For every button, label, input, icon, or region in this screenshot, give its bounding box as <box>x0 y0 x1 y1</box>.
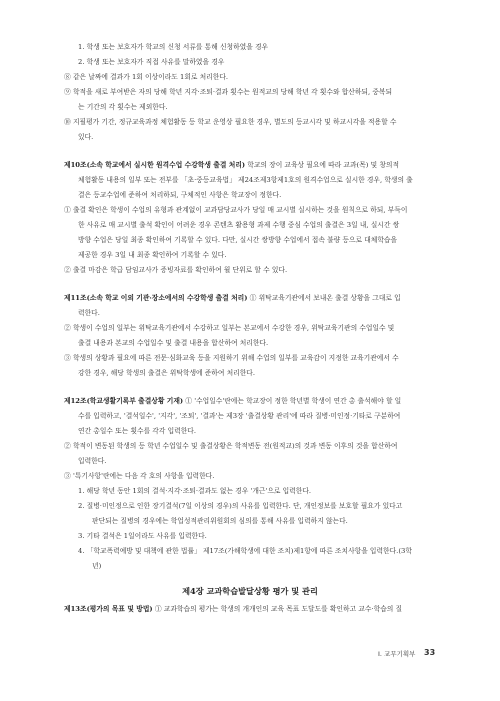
article-12-title: 제12조(학교생활기록부 출결상황 기재) <box>64 397 184 405</box>
paragraph-line: 한 사유로 매 교시별 출석 확인이 어려운 경우 콘텐츠 활용형 과제 수행 중심 수업의 출결은 3일 내, 실시간 쌍 <box>78 221 400 229</box>
paragraph-line: 있다. <box>78 133 94 141</box>
paragraph-line: 수를 입력하고, '결석일수', '지각', '조퇴', '결과'는 제3장 '출결상황 관리'에 따라 질병·미인정·기타로 구분하여 <box>78 412 401 420</box>
article-10-text: 학교의 장이 교육상 필요에 따라 교과(목) 및 창의적 <box>245 161 400 169</box>
paragraph-line: ③ 학생의 상황과 필요에 따른 전문·심화교육 등을 지원하기 위해 수업의 일부를 교육감이 지정한 교육기관에서 수 <box>64 354 399 362</box>
paragraph-line: 결은 등교수업에 준하여 처리하되, 구체적인 사항은 학교장이 정한다. <box>78 191 282 199</box>
paragraph-line: ② 학적이 변동된 학생의 등 학년 수업일수 및 출결상황은 학적변동 전(원적교)의 것과 변동 이후의 것을 합산하여 <box>64 442 398 450</box>
paragraph-line: ② 출결 마감은 학급 담임교사가 증빙자료를 확인하여 월 단위로 할 수 있다. <box>64 266 288 274</box>
paragraph-line: 2. 학생 또는 보호자가 직접 사유를 말하였을 경우 <box>78 58 225 66</box>
paragraph-line: ⑧ 같은 날짜에 결과가 1회 이상이라도 1회로 처리한다. <box>64 73 229 81</box>
paragraph-line: 방향 수업은 당일 최종 확인하여 기록할 수 있다. 다만, 실시간 쌍방향 수업에서 접속 불량 등으로 대체학습을 <box>78 236 398 244</box>
paragraph-line: ⑨ 학적을 새로 부여받은 자의 당해 학년 지각·조퇴·결과 횟수는 원적교의 당해 학년 각 횟수와 합산하되, 중복되 <box>64 88 393 96</box>
paragraph-line: 출결 내용과 본교의 수업일수 및 출결 내용을 합산하여 처리한다. <box>78 339 269 347</box>
paragraph-line: 2. 질병·미인정으로 인한 장기결석(7일 이상의 경우)의 사유를 입력한다. 단, 개인정보를 보호할 필요가 있다고 <box>78 502 403 510</box>
paragraph-line: 체험활동 내용의 일부 또는 전부를 「초·중등교육법」 제24조제3항제1호의 원격수업으로 실시한 경우, 학생의 출 <box>78 176 413 184</box>
article-13-text: ① 교과학습의 평가는 학생의 개개인의 교육 목표 도달도를 확인하고 교수·학습의 질 <box>152 605 403 613</box>
article-10-title: 제10조(소속 학교에서 실시한 원격수업 수강학생 출결 처리) <box>64 161 246 169</box>
paragraph-line: 강한 경우, 해당 학생의 출결은 위탁학생에 준하여 처리한다. <box>78 369 256 377</box>
chapter-heading: 제4장 교과학습발달상황 평가 및 관리 <box>182 586 318 596</box>
page-footer <box>0 649 500 663</box>
paragraph-line: 판단되는 질병의 경우에는 학업성적관리위원회의 심의를 통해 사유를 입력하지 않는다. <box>92 517 348 525</box>
page-number: 33 <box>424 648 436 657</box>
paragraph-line: 년) <box>92 562 102 570</box>
paragraph-line: 4. 「학교폭력예방 및 대책에 관한 법률」 제17조(가해학생에 대한 조치)제1항에 따른 조치사항을 입력한다.(3학 <box>78 547 412 555</box>
paragraph-line: 제공한 경우 3일 내 최종 확인하여 기록할 수 있다. <box>78 251 227 259</box>
article-12-line <box>64 396 401 406</box>
paragraph-line: 는 기간의 각 횟수는 제외한다. <box>78 103 168 111</box>
paragraph-line: ⑩ 지필평가 기간, 정규교육과정 체험활동 등 학교 운영상 필요한 경우, 별도의 등교시각 및 하교시각을 적용할 수 <box>64 118 397 126</box>
footer-section-label: Ⅰ. 교무기획부 <box>378 650 416 658</box>
paragraph-line: 1. 해당 학년 동안 1회의 결석·지각·조퇴·결과도 없는 경우 '개근'으로 입력한다. <box>78 487 312 495</box>
paragraph-line: 3. 기타 결석은 1일이라도 사유를 입력한다. <box>78 532 207 540</box>
article-11-title: 제11조(소속 학교 이외 기관·장소에서의 수강학생 출결 처리) <box>64 294 248 302</box>
paragraph-line: 입력한다. <box>78 457 107 465</box>
paragraph-line: 력한다. <box>78 309 100 317</box>
paragraph-line: ③ '특기사항'란에는 다음 각 호의 사항을 입력한다. <box>64 472 215 480</box>
paragraph-line: 1. 학생 또는 보호자가 학교의 신청 서류를 통해 신청하였을 경우 <box>78 43 269 51</box>
article-12-text: ① '수업일수'란에는 학교장이 정한 학년별 학생이 연간 총 출석해야 할 일 <box>183 397 402 405</box>
article-13-title: 제13조(평가의 목표 및 방법) <box>64 605 153 613</box>
article-11-text: ① 위탁교육기관에서 보내온 출결 상황을 그대로 입 <box>247 294 401 302</box>
article-11-line <box>64 293 401 303</box>
article-10-line <box>64 160 399 170</box>
paragraph-line: 연간 총일수 또는 횟수를 각각 입력한다. <box>78 427 197 435</box>
paragraph-line: ② 학생이 수업의 일부는 위탁교육기관에서 수강하고 일부는 본교에서 수강한 경우, 위탁교육기관의 수업일수 및 <box>64 324 395 332</box>
paragraph-line: ① 출결 확인은 학생이 수업의 유형과 관계없이 교과담당교사가 당일 매 교시별 실시하는 것을 원칙으로 하되, 부득이 <box>64 206 408 214</box>
article-13-line <box>64 604 402 614</box>
